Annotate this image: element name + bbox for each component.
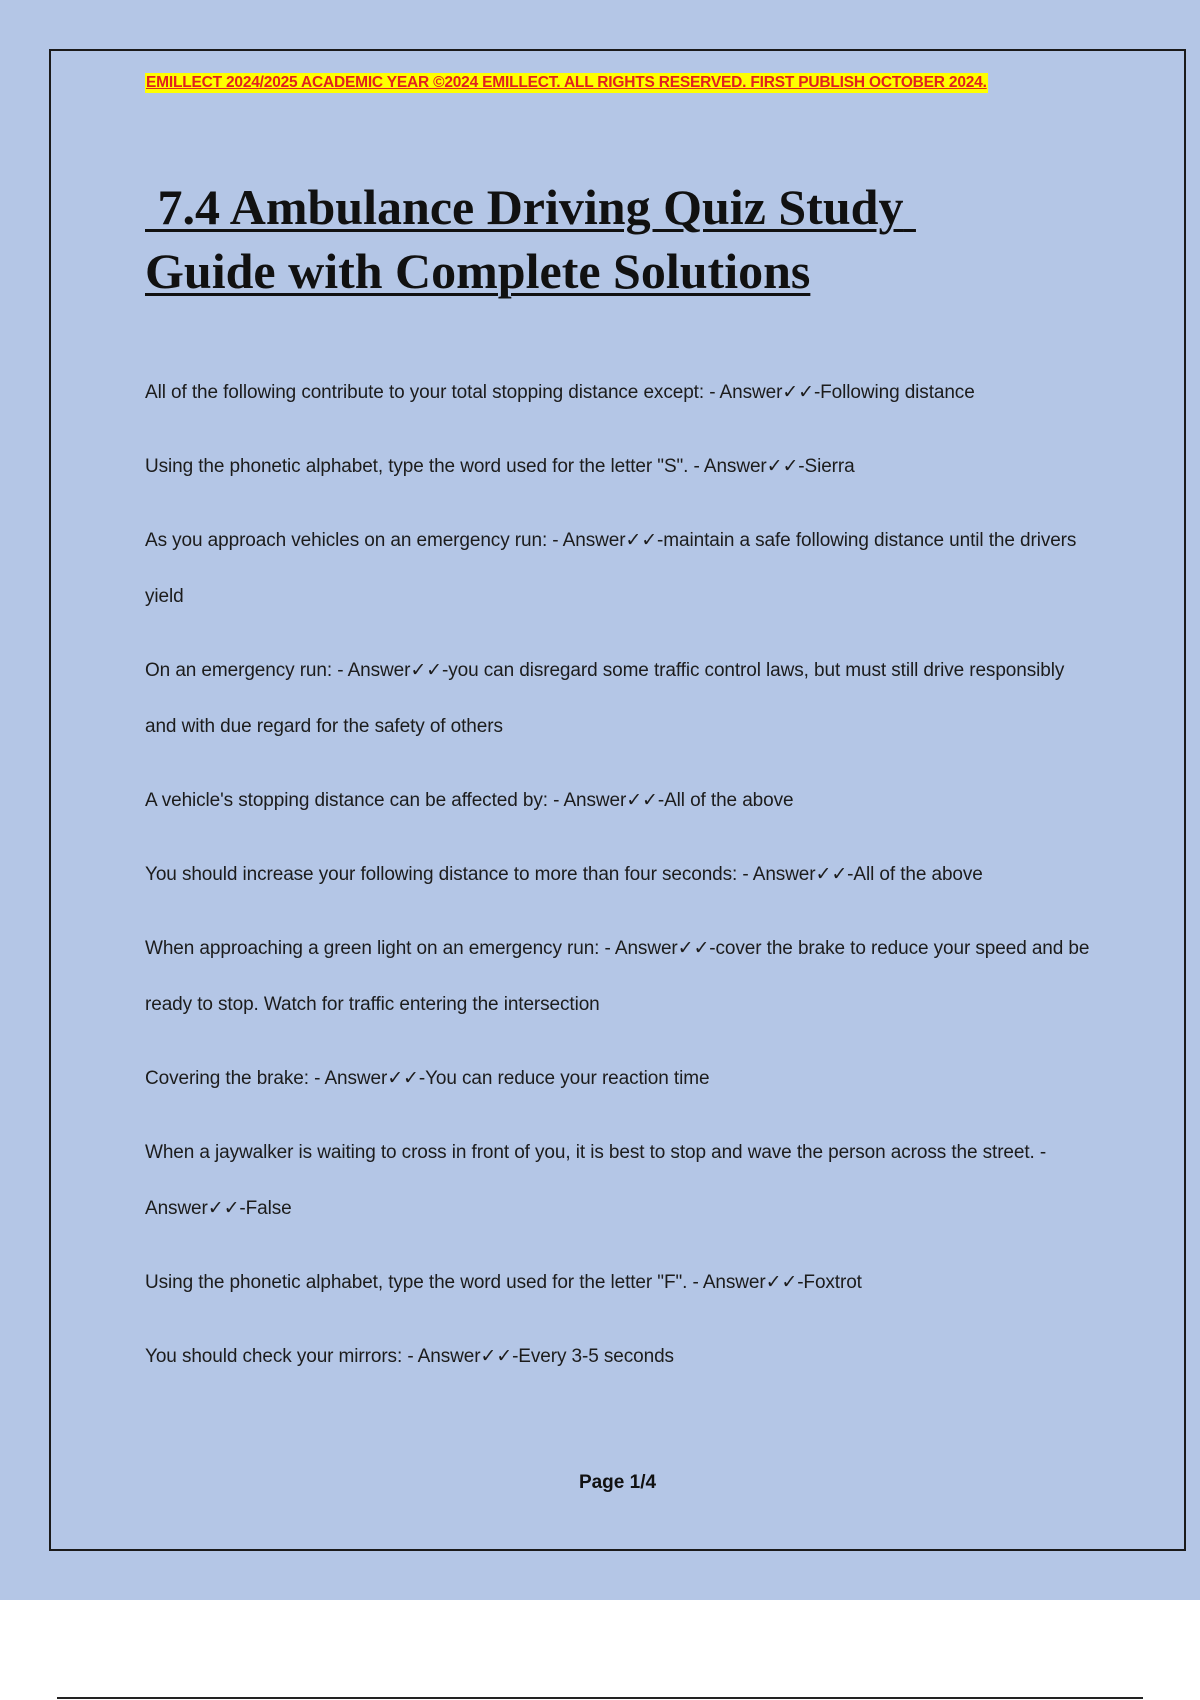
qa-item-6: You should increase your following distance to more than four seconds: - Answer✓✓-All of the above [145,864,983,885]
document-title-text: 7.4 Ambulance Driving Quiz Study Guide with Complete Solutions [145,179,916,299]
qa-item-1: All of the following contribute to your total stopping distance except: - Answer✓✓-Following distance [145,382,975,403]
document-title [145,175,1045,303]
qa-item-11: You should check your mirrors: - Answer✓✓-Every 3-5 seconds [145,1346,674,1367]
qa-item-4: On an emergency run: - Answer✓✓-you can disregard some traffic control laws, but must still drive responsibly and with due regard for the safety of others [145,660,1065,737]
page-number: Page 1/4 [578,1472,657,1493]
qa-item-7: When approaching a green light on an emergency run: - Answer✓✓-cover the brake to reduce your speed and be ready to stop. Watch for traffic entering the intersection [145,938,1090,1015]
copyright-banner: EMILLECT 2024/2025 ACADEMIC YEAR ©2024 EMILLECT. ALL RIGHTS RESERVED. FIRST PUBLISH OCTOBER 2024. [146,74,987,91]
qa-item-3: As you approach vehicles on an emergency run: - Answer✓✓-maintain a safe following distance until the drivers yield [145,530,1077,607]
qa-list [145,365,1095,1403]
next-page-top-rule [57,1697,1143,1699]
qa-item-8: Covering the brake: - Answer✓✓-You can reduce your reaction time [145,1068,710,1089]
qa-item-9: When a jaywalker is waiting to cross in front of you, it is best to stop and wave the person across the street. - Answer✓✓-False [145,1142,1047,1219]
qa-item-5: A vehicle's stopping distance can be affected by: - Answer✓✓-All of the above [145,790,794,811]
qa-item-10: Using the phonetic alphabet, type the word used for the letter "F". - Answer✓✓-Foxtrot [145,1272,862,1293]
qa-item-2: Using the phonetic alphabet, type the word used for the letter "S". - Answer✓✓-Sierra [145,456,855,477]
